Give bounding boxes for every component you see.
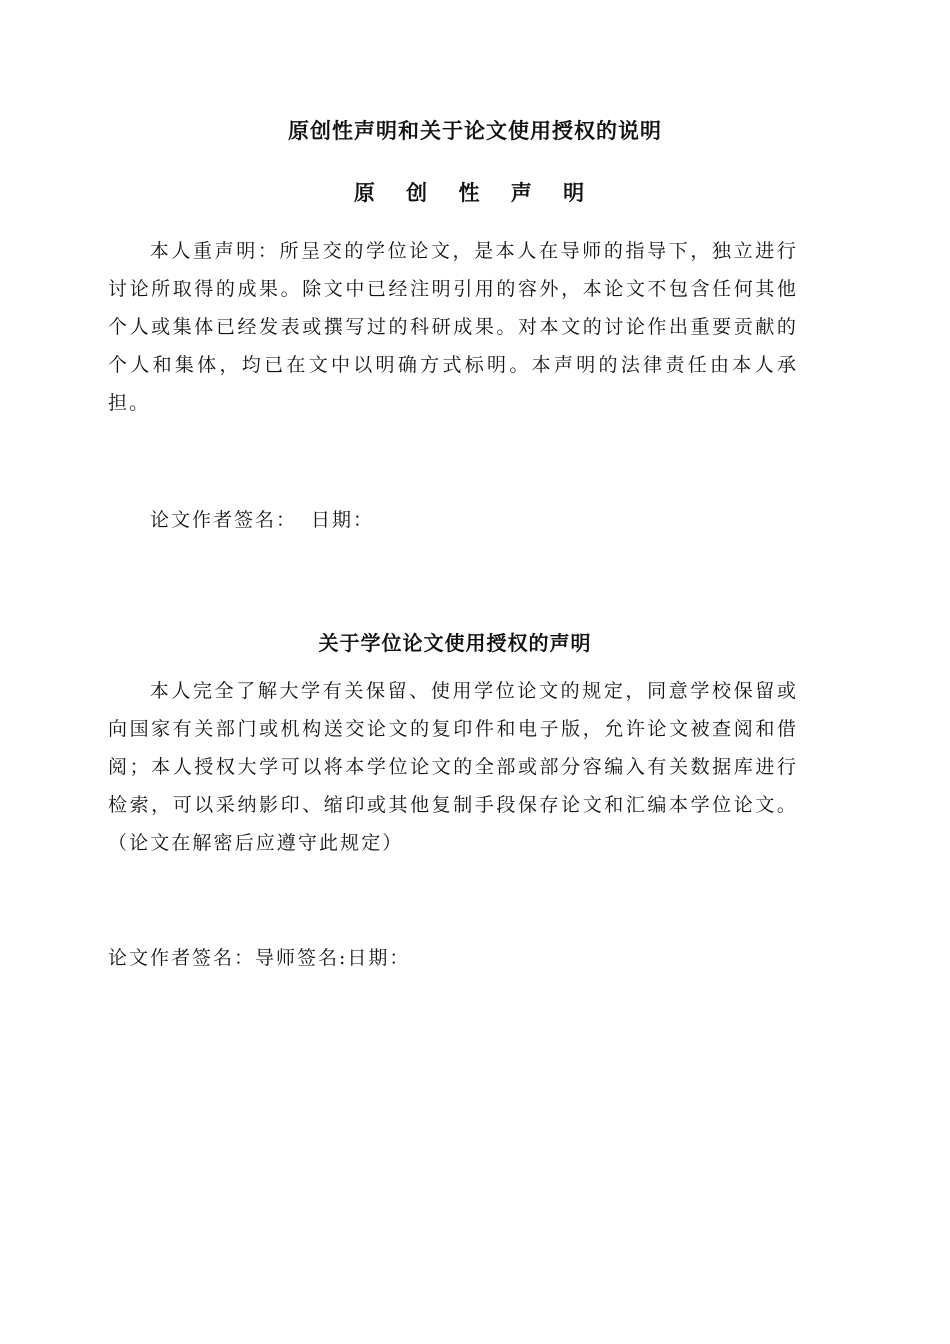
date-label: 日期： — [311, 509, 375, 531]
document-title: 原创性声明和关于论文使用授权的说明 — [288, 118, 662, 143]
author-signature-label: 论文作者签名： — [150, 509, 298, 531]
originality-signature-line — [150, 505, 374, 535]
originality-statement: 本人重声明：所呈交的学位论文，是本人在导师的指导下，独立进行讨论所取得的成果。除文中已经注明引用的容外，本论文不包含任何其他个人或集体已经发表或撰写过的科研成果。对本文的讨论作出重要贡献的个人和集体，均已在文中以明确方式标明。本声明的法律责任由本人承担。 — [108, 240, 798, 414]
authorization-statement: 本人完全了解大学有关保留、使用学位论文的规定，同意学校保留或向国家有关部门或机构送交论文的复印件和电子版，允许论文被查阅和借阅；本人授权大学可以将本学位论文的全部或部分容编入有关数据库进行检索，可以采纳影印、缩印或其他复制手段保存论文和汇编本学位论文。（论文在解密后应遵守此规定） — [108, 680, 798, 854]
authorization-heading: 关于学位论文使用授权的声明 — [318, 631, 592, 655]
originality-heading: 原 创 性 声 明 — [353, 180, 597, 205]
authorization-signature-line: 论文作者签名：导师签名:日期： — [108, 947, 411, 969]
